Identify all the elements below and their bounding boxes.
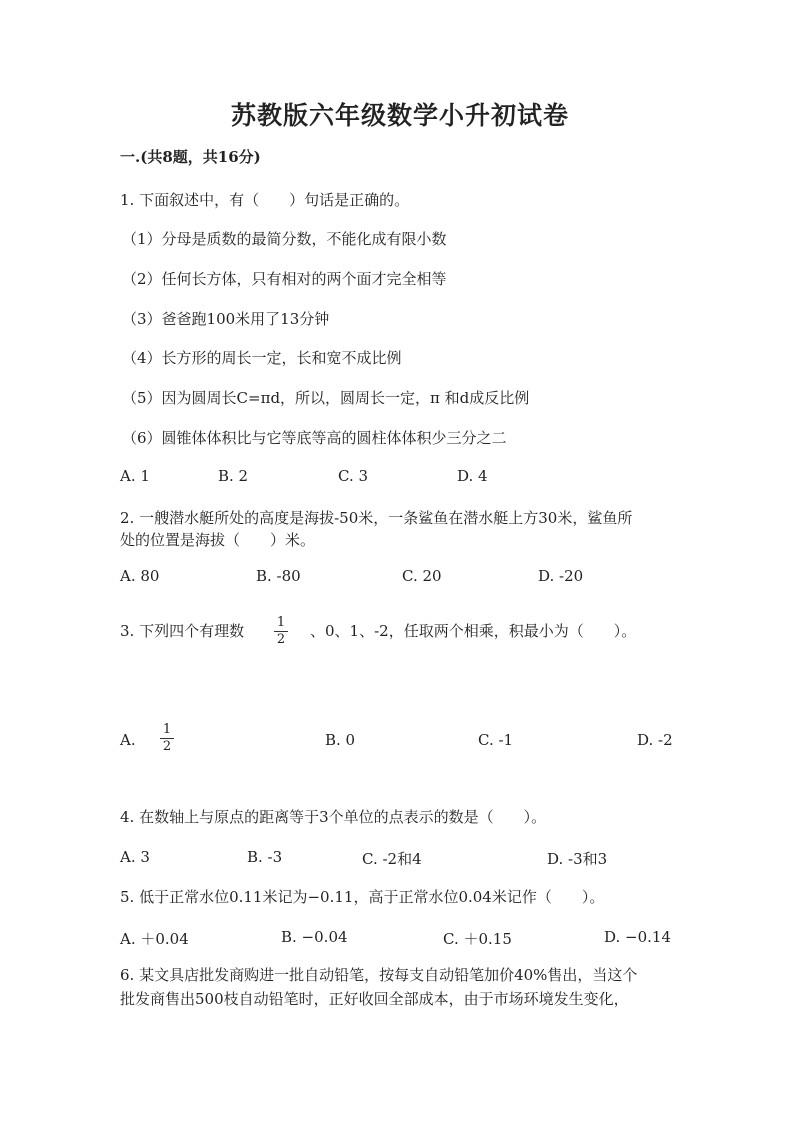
question-1-option-a: A. 1 [120,467,150,485]
question-3-option-b: B. 0 [325,731,356,749]
page-title: 苏教版六年级数学小升初试卷 [230,101,569,130]
question-4-option-d: D. -3和3 [547,850,608,868]
fraction-one-half [274,616,288,647]
question-1-option-b: B. 2 [218,467,249,485]
question-1-item: （2）任何长方体，只有相对的两个面才完全相等 [122,270,447,288]
question-2-stem-line-1: 2. 一艘潜水艇所处的高度是海拔-50米，一条鲨鱼在潜水艇上方30米，鲨鱼所 [120,509,633,527]
question-5-option-b: B. −0.04 [281,928,348,946]
question-1-option-c: C. 3 [338,467,369,485]
question-1-option-d: D. 4 [457,467,488,485]
question-1-item: （1）分母是质数的最简分数，不能化成有限小数 [122,230,447,248]
question-5-option-d: D. −0.14 [604,928,671,946]
question-3-option-c: C. -1 [478,731,514,749]
question-1-item: （5）因为圆周长C=πd，所以，圆周长一定，π 和d成反比例 [122,389,530,407]
question-2-option-b: B. -80 [256,567,301,585]
question-5-stem: 5. 低于正常水位0.11米记为−0.11，高于正常水位0.04米记作（ ）。 [120,888,605,906]
question-4-stem: 4. 在数轴上与原点的距离等于3个单位的点表示的数是（ ）。 [120,808,547,826]
fraction-denominator: 2 [162,739,172,754]
question-3-option-a: A. [120,731,136,749]
question-6-stem-line-1: 6. 某文具店批发商购进一批自动铅笔，按每支自动铅笔加价40%售出，当这个 [120,966,638,984]
fraction-numerator: 1 [276,615,286,630]
fraction-denominator: 2 [276,632,286,647]
question-3-option-d: D. -2 [637,731,673,749]
question-4-option-a: A. 3 [120,848,150,866]
fraction-one-half [160,723,174,754]
question-6-stem-line-2: 批发商售出500枝自动铅笔时，正好收回全部成本，由于市场环境发生变化， [120,990,629,1008]
question-5-option-c: C. ＋0.15 [443,930,512,948]
question-1-item: （4）长方形的周长一定，长和宽不成比例 [122,349,402,367]
question-1-item: （3）爸爸跑100米用了13分钟 [122,310,330,328]
question-3-stem-end: 、0、1、-2，任取两个相乘，积最小为（ ）。 [310,622,637,640]
question-2-option-a: A. 80 [120,567,160,585]
question-4-option-c: C. -2和4 [362,850,422,868]
question-2-option-d: D. -20 [538,567,584,585]
question-4-option-b: B. -3 [247,848,283,866]
question-3-stem-start: 3. 下列四个有理数 [120,622,245,640]
question-5-option-a: A. ＋0.04 [120,930,189,948]
question-2-stem-line-2: 处的位置是海拔（ ）米。 [120,531,316,549]
question-2-option-c: C. 20 [402,567,442,585]
question-1-stem: 1. 下面叙述中，有（ ）句话是正确的。 [120,191,410,209]
question-1-item: （6）圆锥体体积比与它等底等高的圆柱体体积少三分之二 [122,429,507,447]
section-heading: 一.(共8题，共16分) [120,148,261,166]
fraction-numerator: 1 [162,722,172,737]
